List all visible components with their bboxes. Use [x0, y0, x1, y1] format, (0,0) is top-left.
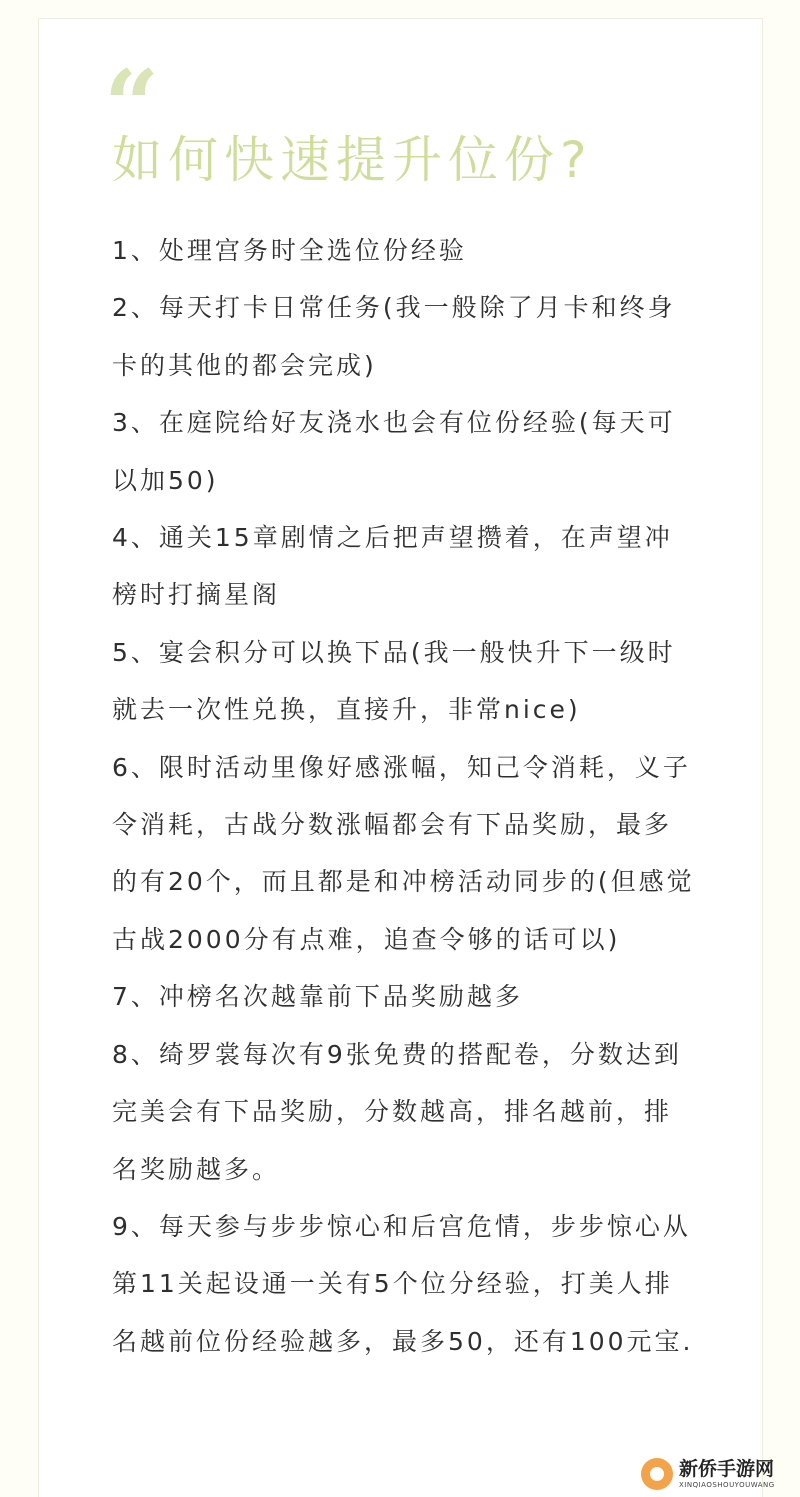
page-title: 如何快速提升位份? [112, 131, 593, 189]
site-watermark [641, 1456, 775, 1492]
site-name-pinyin: XINQIAOSHOUYOUWANG [679, 1480, 775, 1489]
list-item-2: 2、每天打卡日常任务(我一般除了月卡和终身卡的其他的都会完成) [112, 293, 676, 380]
list-item-7: 7、冲榜名次越靠前下品奖励越多 [112, 982, 523, 1012]
list-item-8: 8、绮罗裳每次有9张免费的搭配卷，分数达到完美会有下品奖励，分数越高，排名越前，排名奖励越多。 [112, 1039, 682, 1184]
site-name: 新侨手游网 [679, 1457, 775, 1480]
tips-list [112, 222, 697, 1370]
list-item-1: 1、处理宫务时全选位份经验 [112, 236, 467, 265]
quote-mark-icon: “ [104, 49, 160, 162]
list-item-3: 3、在庭院给好友浇水也会有位份经验(每天可以加50) [112, 408, 676, 495]
list-item-9: 9、每天参与步步惊心和后宫危情，步步惊心从第11关起设通一关有5个位分经验，打美人排名越前位份经验越多，最多50，还有100元宝. [112, 1211, 694, 1356]
site-logo-icon [641, 1458, 673, 1490]
list-item-5: 5、宴会积分可以换下品(我一般快升下一级时就去一次性兑换，直接升，非常nice) [112, 637, 676, 725]
list-item-6: 6、限时活动里像好感涨幅，知己令消耗，义子令消耗，古战分数涨幅都会有下品奖励，最多的有20个，而且都是和冲榜活动同步的(但感觉古战2000分有点难，追查令够的话可以) [112, 752, 695, 954]
site-logo-text [679, 1457, 775, 1489]
list-item-4: 4、通关15章剧情之后把声望攒着，在声望冲榜时打摘星阁 [112, 523, 673, 610]
